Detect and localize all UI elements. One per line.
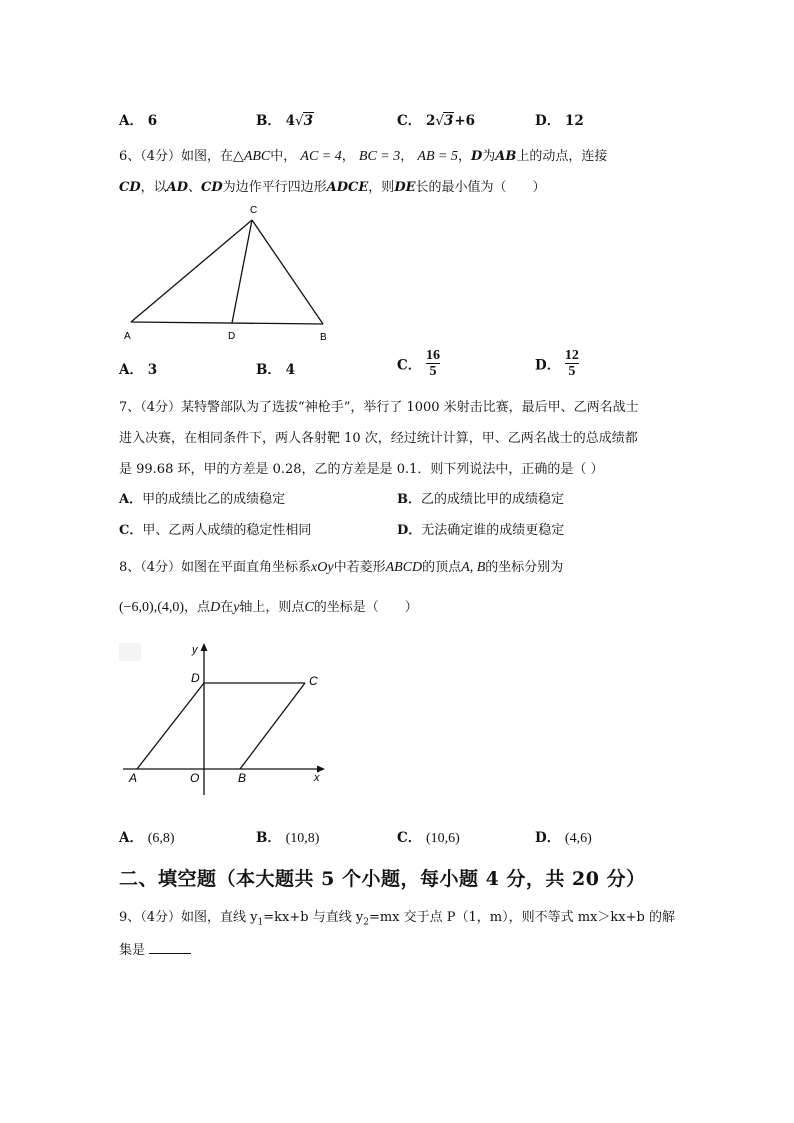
option-value: 6 — [147, 113, 158, 129]
segment-ab-line — [131, 322, 323, 324]
option-letter: D． — [535, 357, 561, 374]
option-letter: B． — [256, 113, 281, 129]
text: 为 — [482, 149, 496, 164]
option-letter: D． — [535, 830, 561, 846]
option-value: (6,8) — [147, 831, 175, 846]
q6-option-a — [119, 358, 157, 378]
numerator: 16 — [425, 348, 440, 363]
option-letter: C． — [397, 830, 422, 846]
option-value: (10,8) — [285, 831, 320, 846]
option-letter: A． — [119, 113, 143, 129]
label-x: x — [314, 772, 320, 784]
text: 中若菱形 — [333, 560, 386, 575]
label-d: D — [191, 671, 200, 685]
q7-option-b — [397, 488, 564, 507]
option-value: (4,6) — [564, 831, 592, 846]
points-ab: A, B — [461, 560, 486, 575]
text: 、 — [188, 180, 202, 195]
q7-line1: 7、（4分）某特警部队为了选拔“神枪手”，举行了 1000 米射击比赛，最后甲、乙两名战士 — [119, 400, 639, 415]
label-d: D — [228, 331, 236, 342]
segment-cd: CD — [119, 180, 141, 195]
q7-option-a — [119, 488, 285, 507]
option-value-tail: +6 — [454, 113, 476, 129]
label-a: A — [129, 771, 138, 785]
q6-option-b — [256, 358, 295, 378]
option-letter: B． — [397, 492, 421, 507]
option-text: 甲、乙两人成绩的稳定性相同 — [142, 523, 312, 538]
sep: ， — [457, 149, 471, 164]
option-text: 乙的成绩比甲的成绩稳定 — [421, 492, 565, 507]
option-text: 无法确定谁的成绩更稳定 — [421, 523, 565, 538]
segment-cd-line — [232, 220, 252, 323]
text: 的坐标是（ ） — [313, 600, 418, 615]
y-axis-arrow-icon — [201, 643, 208, 651]
sqrt-radicand: 3 — [443, 113, 454, 129]
figure-artifact — [119, 643, 141, 661]
text: 中， — [270, 149, 297, 164]
q7-option-d — [397, 519, 564, 538]
text: ，点 — [184, 600, 211, 615]
option-letter: C． — [397, 113, 422, 129]
label-c: C — [309, 674, 318, 688]
q5-option-a — [119, 109, 157, 129]
text: 的顶点 — [422, 560, 462, 575]
q8-option-d — [535, 826, 592, 847]
q8-option-c — [397, 826, 460, 847]
text: 8、（4分）如图在平面直角坐标系 — [119, 560, 312, 575]
segment-ac-line — [131, 220, 252, 322]
q5-option-c: C． 2√3+6 — [397, 113, 476, 129]
fraction — [565, 348, 579, 379]
text: 集是 — [119, 943, 146, 958]
text: ，则 — [368, 180, 395, 195]
section-heading: 二、填空题（本大题共 5 个小题，每小题 4 分，共 20 分） — [119, 868, 646, 890]
point-c: C — [304, 600, 314, 615]
q9-line1 — [119, 906, 675, 928]
text: 9、（4分）如图，直线 y — [119, 910, 258, 925]
q6-triangle-figure — [115, 200, 340, 345]
denominator: 5 — [429, 364, 437, 379]
subscript: 1 — [257, 917, 264, 928]
triangle-abc: △ABC — [233, 149, 271, 164]
sep: ， — [400, 149, 414, 164]
option-text: 甲的成绩比乙的成绩稳定 — [142, 492, 286, 507]
numerator: 12 — [564, 348, 579, 363]
q6-option-c — [397, 348, 440, 379]
q8-line1 — [119, 556, 563, 576]
coordinates: (−6,0),(4,0) — [119, 600, 185, 615]
option-letter: A． — [119, 492, 143, 507]
parallelogram-adce: ADCE — [326, 180, 369, 195]
option-value: (10,6) — [425, 831, 460, 846]
text: 长的最小值为（ ） — [415, 180, 546, 195]
option-value: 2 — [425, 113, 436, 129]
point-d: D — [210, 600, 221, 615]
option-letter: A． — [119, 830, 143, 846]
q8-option-a — [119, 826, 175, 847]
subscript: 2 — [363, 917, 369, 928]
segment-ad-line — [137, 683, 204, 769]
eq-ac: AC = 4 — [300, 149, 342, 164]
segment-bc-line — [252, 220, 323, 324]
text: ，以 — [140, 180, 167, 195]
q5-option-b: B． 4√3 — [256, 113, 314, 129]
text: 为边作平行四边形 — [222, 180, 327, 195]
fraction — [426, 348, 440, 379]
segment-ad: AD — [166, 180, 189, 195]
text: 的坐标分别为 — [485, 560, 564, 575]
q6-option-d — [535, 348, 579, 379]
label-c: C — [250, 205, 258, 216]
eq-bc: BC = 3 — [358, 149, 401, 164]
option-value: 4 — [285, 113, 296, 129]
option-letter: C． — [119, 523, 143, 538]
q7-line3: 是 99.68 环，甲的方差是 0.28，乙的方差是是 0.1．则下列说法中，正确的是（ ） — [119, 462, 604, 477]
option-value: 12 — [564, 113, 584, 129]
label-b: B — [320, 332, 327, 343]
y-axis: y — [233, 600, 240, 615]
option-letter: D． — [535, 113, 561, 129]
q6-number: 6、（4分）如图，在 — [119, 149, 234, 164]
q8-rhombus-figure — [115, 635, 335, 800]
label-b: B — [238, 771, 247, 785]
option-letter: A． — [119, 362, 143, 378]
q6-line2 — [119, 176, 546, 195]
segment-cb-line — [240, 683, 305, 769]
sep: ， — [341, 149, 355, 164]
text: 轴上，则点 — [239, 600, 305, 615]
rhombus-abcd: ABCD — [385, 560, 423, 575]
sqrt-radicand: 3 — [303, 113, 314, 129]
q9-line2 — [119, 939, 191, 958]
q7-option-c — [119, 519, 311, 538]
denominator: 5 — [568, 364, 576, 379]
label-a: A — [124, 331, 131, 342]
answer-blank[interactable] — [149, 941, 191, 954]
q7-line2: 进入决赛，在相同条件下，两人各射靶 10 次，经过统计计算，甲、乙两名战士的总成绩都 — [119, 431, 638, 446]
option-value: 4 — [285, 362, 296, 378]
eq-ab: AB = 5 — [417, 149, 458, 164]
option-letter: D． — [397, 523, 422, 538]
text: 在 — [220, 600, 234, 615]
text: 上的动点，连接 — [516, 149, 608, 164]
point-d: D — [471, 149, 483, 164]
segment-cd: CD — [201, 180, 223, 195]
q6-line1 — [119, 145, 607, 165]
option-value: 3 — [147, 362, 158, 378]
option-letter: B． — [256, 830, 281, 846]
text: =kx+b 与直线 y — [263, 910, 364, 925]
q8-line2 — [119, 596, 418, 616]
q8-option-b — [256, 826, 319, 847]
coordinate-system: xOy — [311, 560, 334, 575]
segment-de: DE — [394, 180, 416, 195]
option-letter: B． — [256, 362, 281, 378]
option-letter: C． — [397, 357, 422, 374]
text: =mx 交于点 P（1，m），则不等式 mx＞kx+b 的解 — [368, 910, 675, 925]
label-y: y — [192, 644, 198, 656]
segment-ab: AB — [495, 149, 517, 164]
label-o: O — [190, 771, 200, 785]
q5-option-d — [535, 109, 584, 129]
